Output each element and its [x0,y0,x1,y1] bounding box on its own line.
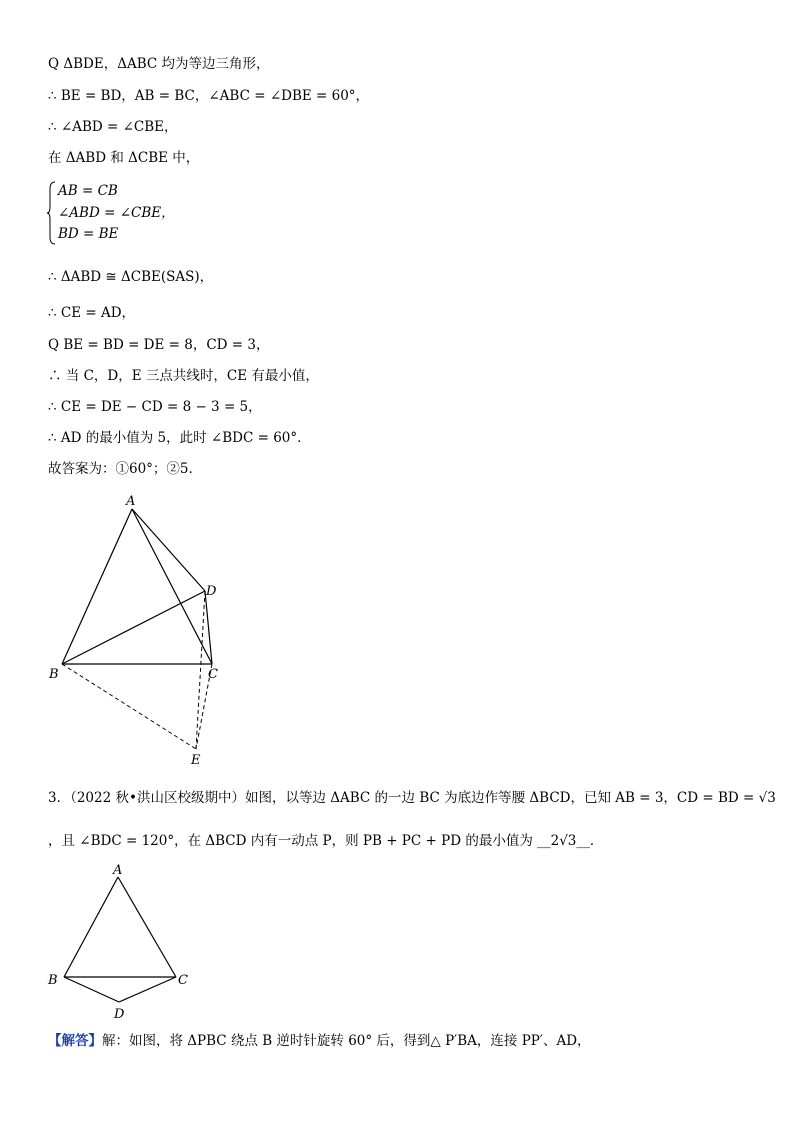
label-B: B [49,667,59,682]
label-D: D [114,1007,125,1018]
segment-CD [119,977,176,1002]
segment-DE [196,591,205,749]
problem-3-line-1: 3．（2022 秋•洪山区校级期中）如图，以等边 ΔABC 的一边 BC 为底边作等腰 ΔBCD，已知 AB = 3，CD = BD = √3 [48,790,776,806]
label-E: E [191,753,201,768]
answer-tag: 【解答】 [48,1033,102,1049]
solution-line-1: Q ΔBDE，ΔABC 均为等边三角形， [48,56,270,72]
geometry-figure-2 [40,858,200,1018]
label-C: C [208,667,218,682]
solution-line-8: ∴ 当 C，D，E 三点共线时，CE 有最小值， [48,368,319,384]
answer-text: 解：如图，将 ΔPBC 绕点 B 逆时针旋转 60° 后，得到△ P′BA，连接 PP′、AD， [102,1033,591,1049]
solution-line-10: ∴ AD 的最小值为 5，此时 ∠BDC = 60°． [48,430,311,446]
answer-line [48,1032,591,1050]
solution-line-5: ∴ ΔABD ≅ ΔCBE(SAS)， [48,269,214,285]
segment-BD [62,591,205,664]
problem-3-line-2: ，且 ∠BDC = 120°，在 ΔBCD 内有一动点 P，则 PB + PC + PD 的最小值为 __2√3__． [48,833,604,849]
segment-AB [64,877,118,977]
segment-AC [118,877,176,977]
segment-AC [132,509,212,664]
label-A: A [126,494,136,509]
label-C: C [178,973,188,988]
solution-line-7: Q BE = BD = DE = 8，CD = 3， [48,337,270,353]
solution-line-4: 在 ΔABD 和 ΔCBE 中， [48,150,200,166]
segment-AB [62,509,132,664]
solution-line-6: ∴ CE = AD， [48,305,136,321]
solution-line-9: ∴ CE = DE − CD = 8 − 3 = 5， [48,399,262,415]
solution-line-3: ∴ ∠ABD = ∠CBE， [48,119,178,135]
system-line-1: AB = CB [58,183,118,199]
system-line-2: ∠ABD = ∠CBE， [58,205,175,221]
geometry-figure-1 [40,490,240,770]
segment-BD [64,977,119,1002]
brace-icon [46,181,56,245]
label-B: B [48,973,58,988]
label-A: A [113,863,123,878]
system-line-3: BD = BE [58,226,119,242]
segment-BE [62,664,196,749]
solution-line-11: 故答案为：①60°；②5． [48,461,203,477]
solution-line-2: ∴ BE = BD，AB = BC，∠ABC = ∠DBE = 60°， [48,88,370,104]
label-D: D [206,584,217,599]
